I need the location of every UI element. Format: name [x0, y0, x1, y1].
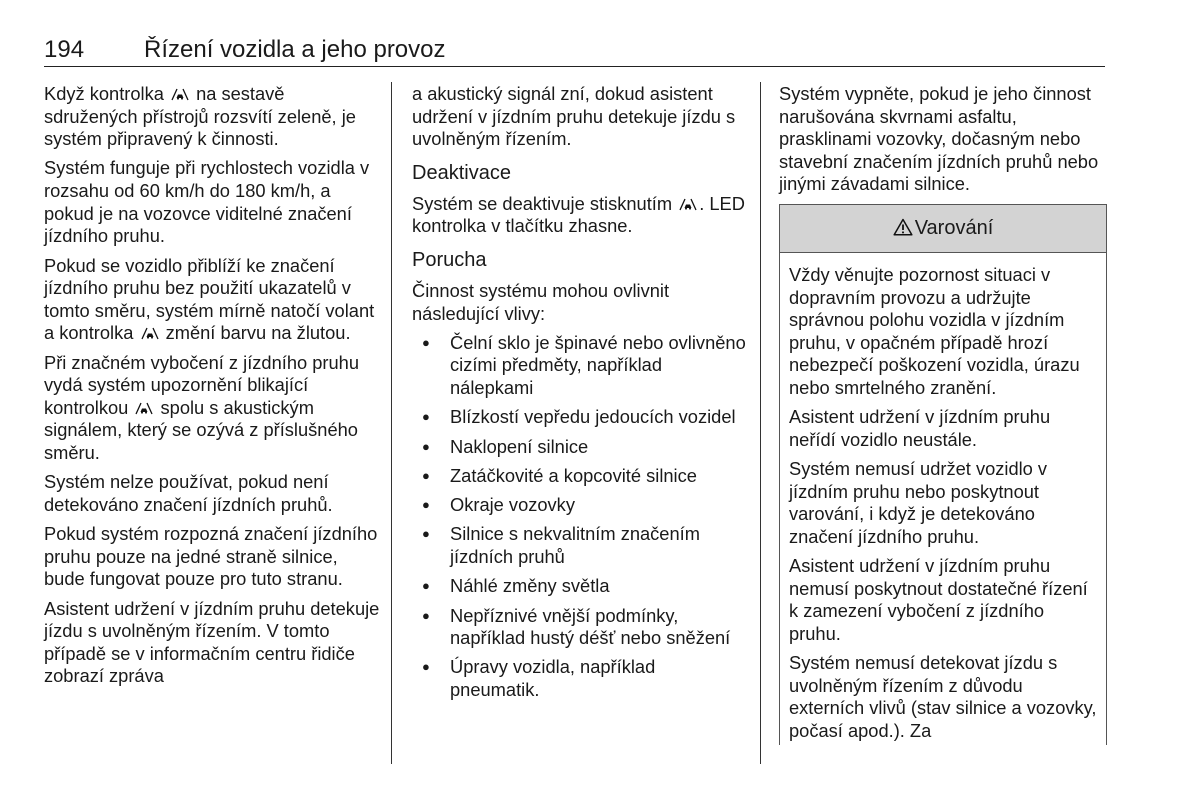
list-item: ● Náhlé změny světla: [412, 575, 748, 598]
list-item: ● Zatáčkovité a kopcovité silnice: [412, 465, 748, 488]
paragraph: Asistent udržení v jízdním pruhu neřídí vozidlo neustále.: [789, 406, 1051, 450]
paragraph: Systém nemusí detekovat jízdu s uvolněným řízením z důvodu externích vlivů (stav silnice a vozovky, počasí apod.). Za: [789, 652, 1097, 742]
warning-triangle-icon: [893, 218, 913, 236]
list-item: ● Okraje vozovky: [412, 494, 748, 517]
paragraph: Asistent udržení v jízdním pruhu detekuje jízdu s uvolněným řízením. V tomto případě se v informačním centru řidiče zobrazí zpráva: [44, 597, 380, 687]
paragraph: Systém vypněte, pokud je jeho činnost narušována skvrnami asfaltu, prasklinami vozovky, dočasným nebo stavební značením jízdních pruhů nebo jinými závadami silnice.: [779, 83, 1099, 195]
paragraph: a akustický signál zní, dokud asistent udržení v jízdním pruhu detekuje jízdu s uvolněným řízením.: [412, 83, 736, 150]
list-item: ● Nepříznivé vnější podmínky, například hustý déšť nebo sněžení: [412, 605, 748, 650]
lane-keep-assist-icon: [135, 402, 153, 415]
column-divider-2: [760, 82, 761, 764]
paragraph: Vždy věnujte pozornost situaci v dopravním provozu a udržujte správnou polohu vozidla v jízdním pruhu, v opačném případě hrozí nebezpečí poškození vozidla, úrazu nebo smrtelného zranění.: [789, 264, 1080, 398]
warning-header: [780, 205, 1106, 253]
lane-keep-assist-icon: [171, 88, 189, 101]
column-divider-1: [391, 82, 392, 764]
paragraph: Systém nelze používat, pokud není detekováno značení jízdních pruhů.: [44, 471, 333, 515]
warning-title: Varování: [914, 217, 994, 239]
heading-deactivation: Deaktivace: [412, 161, 511, 184]
list-item: ● Čelní sklo je špinavé nebo ovlivněno cizími předměty, například nálepkami: [412, 332, 748, 400]
influence-list: [412, 332, 748, 702]
page-title: Řízení vozidla a jeho provoz: [144, 36, 446, 63]
list-item: ● Úpravy vozidla, například pneumatik.: [412, 656, 748, 701]
lane-keep-assist-icon: [141, 327, 159, 340]
warning-body: [780, 253, 1106, 743]
paragraph: Systém nemusí udržet vozidlo v jízdním pruhu nebo poskytnout varování, i když je detekováno značení jízdního pruhu.: [789, 458, 1048, 547]
lane-keep-assist-icon: [679, 198, 697, 211]
page-header: [44, 30, 1105, 67]
warning-box: [779, 204, 1107, 745]
paragraph: Když kontrolka na sestavě sdružených přístrojů rozsvítí zeleně, je systém připravený k činnosti.: [44, 83, 356, 150]
paragraph: Asistent udržení v jízdním pruhu nemusí poskytnout dostatečné řízení k zamezení vybočení z jízdního pruhu.: [789, 555, 1088, 644]
list-item: ● Blízkostí vepředu jedoucích vozidel: [412, 406, 748, 429]
list-item: ● Naklopení silnice: [412, 436, 748, 459]
paragraph: Systém funguje při rychlostech vozidla v rozsahu od 60 km/h do 180 km/h, a pokud je na vozovce viditelné značení jízdního pruhu.: [44, 157, 370, 247]
paragraph: Pokud systém rozpozná značení jízdního pruhu pouze na jedné straně silnice, bude fungovat pouze pro tuto stranu.: [44, 523, 378, 590]
paragraph: Pokud se vozidlo přiblíží ke značení jízdního pruhu bez použití ukazatelů v tomto směru, systém mírně natočí volant a kontrolka změní barvu na žlutou.: [44, 254, 375, 344]
list-item: ● Silnice s nekvalitním značením jízdních pruhů: [412, 523, 748, 568]
column-2: [412, 83, 748, 708]
paragraph: Činnost systému mohou ovlivnit následující vlivy:: [412, 279, 670, 324]
paragraph: Při značném vybočení z jízdního pruhu vydá systém upozornění blikající kontrolkou spolu s akustickým signálem, který se ozývá z příslušného směru.: [44, 351, 360, 463]
paragraph: Systém se deaktivuje stisknutím . LED kontrolka v tlačítku zhasne.: [412, 192, 745, 237]
column-1: [44, 83, 380, 695]
page-number: 194: [44, 36, 85, 63]
column-3: [779, 83, 1105, 203]
heading-fault: Porucha: [412, 248, 487, 271]
